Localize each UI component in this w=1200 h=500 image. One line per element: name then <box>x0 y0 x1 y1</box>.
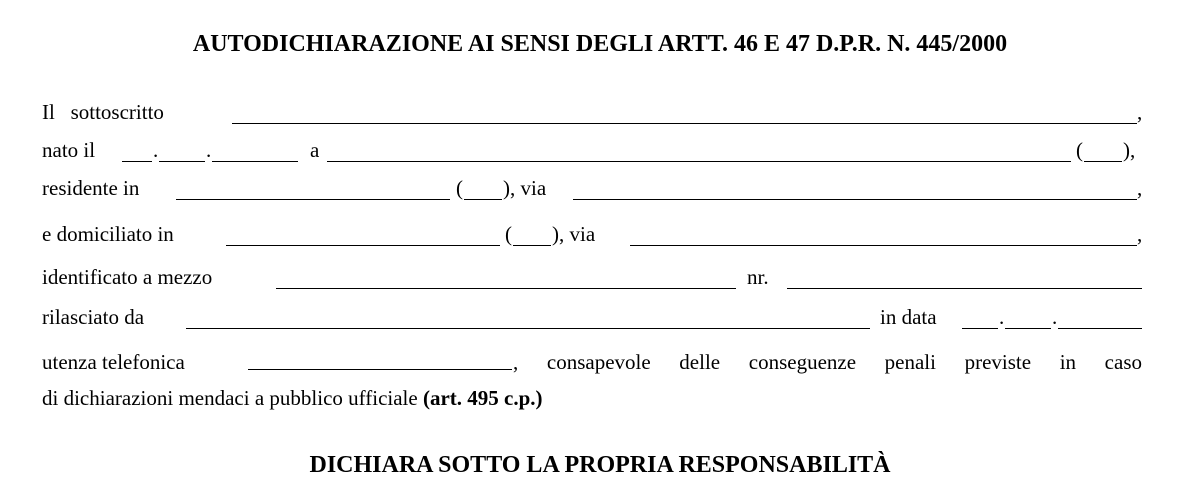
issue-day-field[interactable] <box>962 328 998 329</box>
residence-city-field[interactable] <box>176 199 450 200</box>
line-nato <box>42 136 1142 164</box>
nato-label: nato il <box>42 138 96 162</box>
in-data-label: in data <box>880 305 937 329</box>
date-separator: . <box>999 305 1005 329</box>
identificato-label: identificato a mezzo <box>42 265 213 289</box>
prov-close-via: ), via <box>503 176 547 200</box>
date-separator: . <box>153 138 159 162</box>
rilasciato-label: rilasciato da <box>42 305 145 329</box>
birth-place-field[interactable] <box>327 161 1071 162</box>
form-title: AUTODICHIARAZIONE AI SENSI DEGLI ARTT. 46 E 47 D.P.R. N. 445/2000 <box>192 31 1008 57</box>
sottoscritto-name-field[interactable] <box>232 123 1137 124</box>
line-rilasciato <box>42 303 1142 331</box>
line-end-comma: , <box>1137 222 1143 246</box>
prov-open: ( <box>1076 138 1083 162</box>
prov-open: ( <box>456 176 463 200</box>
domicile-province-field[interactable] <box>513 245 551 246</box>
domicile-street-field[interactable] <box>630 245 1137 246</box>
dichiarazioni-row <box>42 380 1142 416</box>
line-identificato <box>42 263 1142 291</box>
sottoscritto-label: Il sottoscritto <box>42 100 164 124</box>
line-end-comma: , <box>1137 176 1143 200</box>
prov-close-via: ), via <box>552 222 596 246</box>
birth-month-field[interactable] <box>159 161 205 162</box>
domicile-city-field[interactable] <box>226 245 500 246</box>
date-separator: . <box>206 138 212 162</box>
article-reference: (art. 495 c.p.) <box>422 386 543 410</box>
issued-by-field[interactable] <box>186 328 870 329</box>
declaration-heading: DICHIARA SOTTO LA PROPRIA RESPONSABILITÀ <box>309 452 891 478</box>
domiciliato-label: e domiciliato in <box>42 222 174 246</box>
issue-month-field[interactable] <box>1005 328 1051 329</box>
residence-street-field[interactable] <box>573 199 1137 200</box>
birth-day-field[interactable] <box>122 161 152 162</box>
prov-open: ( <box>505 222 512 246</box>
line-residente <box>42 174 1142 202</box>
id-document-field[interactable] <box>276 288 736 289</box>
birth-year-field[interactable] <box>212 161 298 162</box>
declaration-paragraph <box>42 344 1142 416</box>
dichiarazioni-text: di dichiarazioni mendaci a pubblico ufficiale <box>42 386 423 410</box>
line-sottoscritto <box>42 98 1142 126</box>
utenza-label: utenza telefonica <box>42 350 185 374</box>
date-separator: . <box>1052 305 1058 329</box>
prov-close: ), <box>1123 138 1136 162</box>
birth-province-field[interactable] <box>1084 161 1122 162</box>
nr-label: nr. <box>747 265 769 289</box>
a-label: a <box>310 138 320 162</box>
consapevole-text: , consapevole delle conseguenze penali previste in caso <box>513 350 1142 374</box>
residente-label: residente in <box>42 176 140 200</box>
phone-field[interactable] <box>248 369 512 370</box>
line-end-comma: , <box>1137 100 1143 124</box>
residence-province-field[interactable] <box>464 199 502 200</box>
line-domiciliato <box>42 220 1142 248</box>
id-number-field[interactable] <box>787 288 1142 289</box>
utenza-row <box>42 344 1142 380</box>
issue-year-field[interactable] <box>1058 328 1142 329</box>
